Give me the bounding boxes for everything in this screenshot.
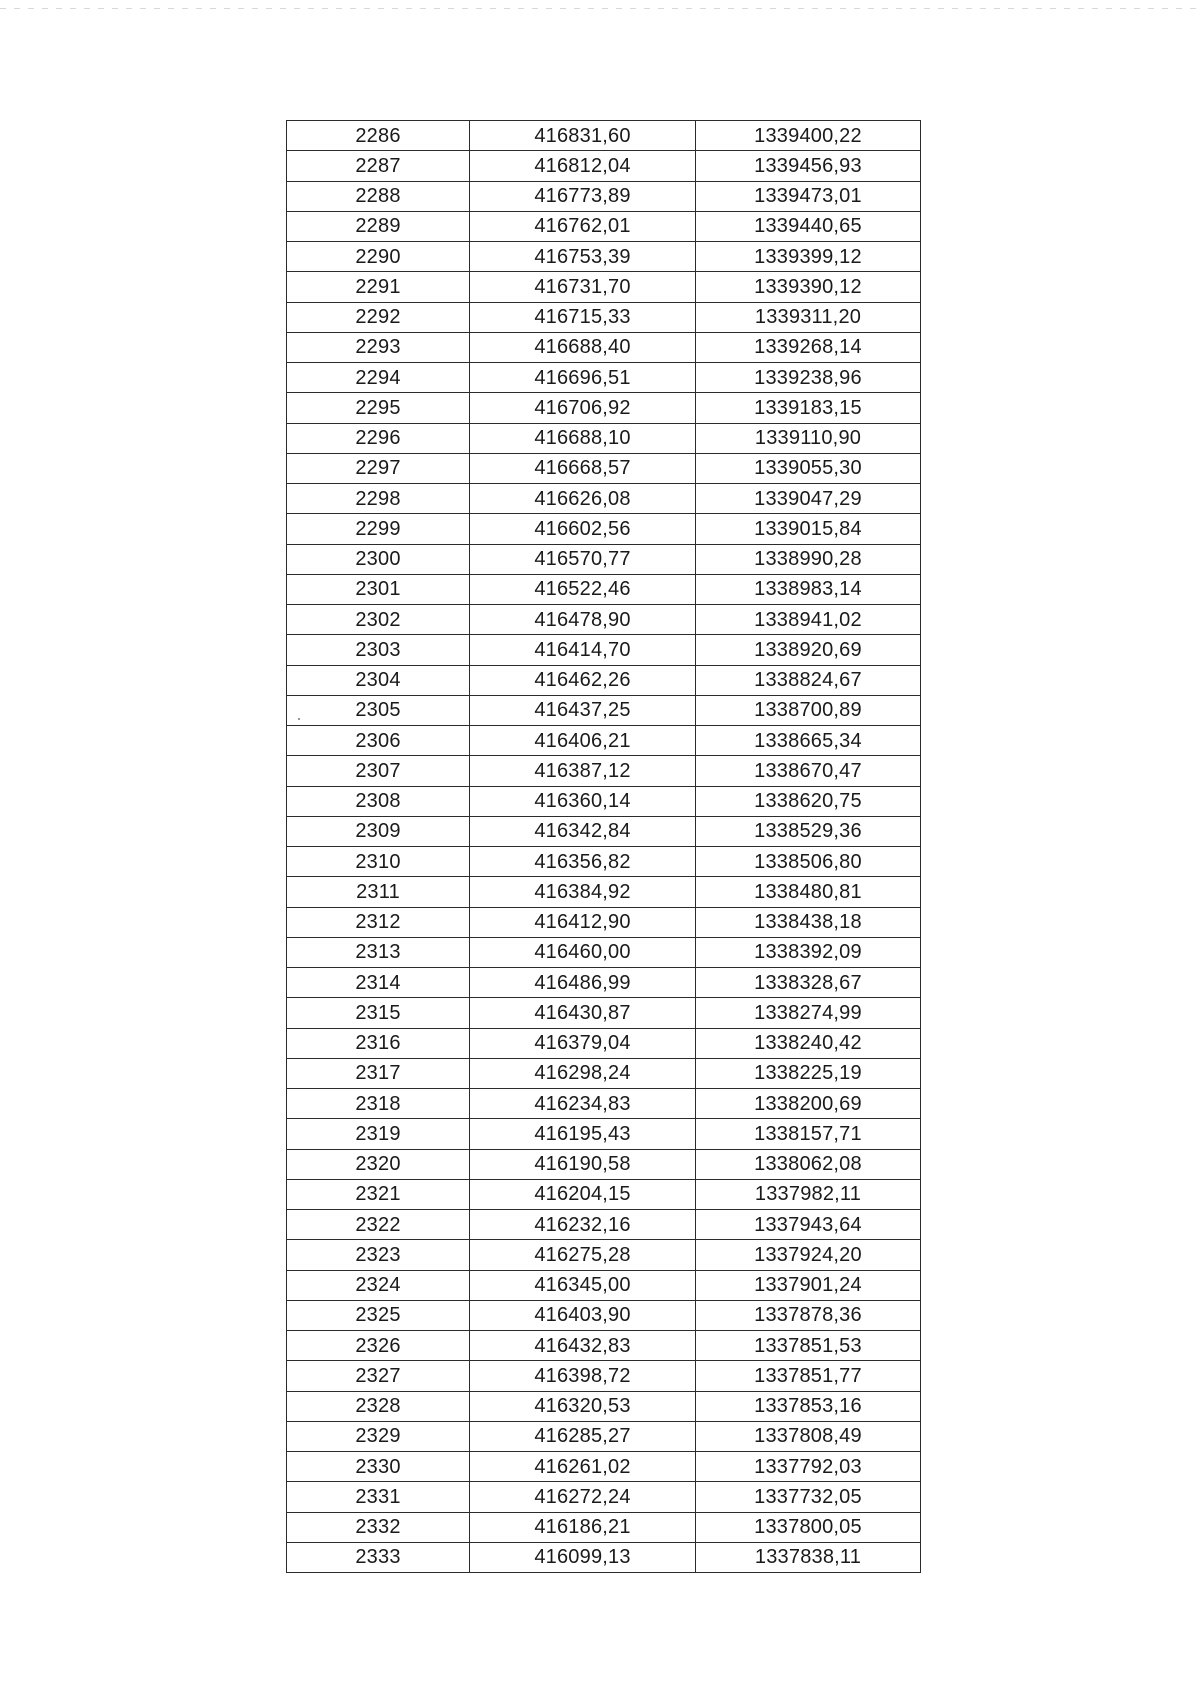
point-number-cell: 2320 <box>287 1149 470 1179</box>
y-coordinate-cell: 1338990,28 <box>696 544 921 574</box>
y-coordinate-cell: 1339015,84 <box>696 514 921 544</box>
point-number-cell: 2288 <box>287 181 470 211</box>
y-coordinate-cell: 1337732,05 <box>696 1482 921 1512</box>
y-coordinate-cell: 1338665,34 <box>696 726 921 756</box>
y-coordinate-cell: 1337851,53 <box>696 1331 921 1361</box>
point-number-cell: 2318 <box>287 1089 470 1119</box>
x-coordinate-cell: 416696,51 <box>470 363 696 393</box>
table-row <box>287 1119 921 1149</box>
y-coordinate-cell: 1338200,69 <box>696 1089 921 1119</box>
y-coordinate-cell: 1338328,67 <box>696 968 921 998</box>
table-row <box>287 847 921 877</box>
table-row <box>287 1542 921 1572</box>
point-number-cell: 2321 <box>287 1179 470 1209</box>
table-row <box>287 302 921 332</box>
x-coordinate-cell: 416406,21 <box>470 726 696 756</box>
y-coordinate-cell: 1339440,65 <box>696 211 921 241</box>
table-row <box>287 816 921 846</box>
y-coordinate-cell: 1339399,12 <box>696 242 921 272</box>
x-coordinate-cell: 416204,15 <box>470 1179 696 1209</box>
table-row <box>287 665 921 695</box>
table-body <box>287 121 921 1573</box>
x-coordinate-cell: 416345,00 <box>470 1270 696 1300</box>
x-coordinate-cell: 416688,10 <box>470 423 696 453</box>
x-coordinate-cell: 416432,83 <box>470 1331 696 1361</box>
y-coordinate-cell: 1339268,14 <box>696 332 921 362</box>
y-coordinate-cell: 1338983,14 <box>696 574 921 604</box>
table-row <box>287 121 921 151</box>
y-coordinate-cell: 1338920,69 <box>696 635 921 665</box>
table-row <box>287 1028 921 1058</box>
table-row <box>287 756 921 786</box>
y-coordinate-cell: 1337924,20 <box>696 1240 921 1270</box>
point-number-cell: 2295 <box>287 393 470 423</box>
point-number-cell: 2317 <box>287 1058 470 1088</box>
point-number-cell: 2329 <box>287 1421 470 1451</box>
x-coordinate-cell: 416285,27 <box>470 1421 696 1451</box>
x-coordinate-cell: 416398,72 <box>470 1361 696 1391</box>
point-number-cell: 2294 <box>287 363 470 393</box>
table-row <box>287 272 921 302</box>
table-row <box>287 393 921 423</box>
table-row <box>287 1331 921 1361</box>
x-coordinate-cell: 416412,90 <box>470 907 696 937</box>
y-coordinate-cell: 1337853,16 <box>696 1391 921 1421</box>
x-coordinate-cell: 416668,57 <box>470 453 696 483</box>
point-number-cell: 2316 <box>287 1028 470 1058</box>
point-number-cell: 2314 <box>287 968 470 998</box>
y-coordinate-cell: 1339473,01 <box>696 181 921 211</box>
table-row <box>287 484 921 514</box>
y-coordinate-cell: 1337878,36 <box>696 1300 921 1330</box>
point-number-cell: 2311 <box>287 877 470 907</box>
table-row <box>287 605 921 635</box>
y-coordinate-cell: 1338620,75 <box>696 786 921 816</box>
y-coordinate-cell: 1339311,20 <box>696 302 921 332</box>
table-row <box>287 332 921 362</box>
x-coordinate-cell: 416460,00 <box>470 937 696 967</box>
coordinates-table-container <box>286 120 920 1573</box>
point-number-cell: 2319 <box>287 1119 470 1149</box>
point-number-cell: 2330 <box>287 1452 470 1482</box>
table-row <box>287 211 921 241</box>
y-coordinate-cell: 1338225,19 <box>696 1058 921 1088</box>
x-coordinate-cell: 416272,24 <box>470 1482 696 1512</box>
point-number-cell: 2333 <box>287 1542 470 1572</box>
x-coordinate-cell: 416387,12 <box>470 756 696 786</box>
table-row <box>287 363 921 393</box>
x-coordinate-cell: 416234,83 <box>470 1089 696 1119</box>
x-coordinate-cell: 416320,53 <box>470 1391 696 1421</box>
table-row <box>287 877 921 907</box>
x-coordinate-cell: 416275,28 <box>470 1240 696 1270</box>
table-row <box>287 242 921 272</box>
y-coordinate-cell: 1339390,12 <box>696 272 921 302</box>
y-coordinate-cell: 1338392,09 <box>696 937 921 967</box>
table-row <box>287 1210 921 1240</box>
point-number-cell: 2287 <box>287 151 470 181</box>
table-row <box>287 1452 921 1482</box>
x-coordinate-cell: 416099,13 <box>470 1542 696 1572</box>
y-coordinate-cell: 1337851,77 <box>696 1361 921 1391</box>
point-number-cell: 2298 <box>287 484 470 514</box>
table-row <box>287 514 921 544</box>
x-coordinate-cell: 416570,77 <box>470 544 696 574</box>
point-number-cell: 2303 <box>287 635 470 665</box>
table-row <box>287 544 921 574</box>
y-coordinate-cell: 1337943,64 <box>696 1210 921 1240</box>
x-coordinate-cell: 416384,92 <box>470 877 696 907</box>
x-coordinate-cell: 416261,02 <box>470 1452 696 1482</box>
point-number-cell: 2327 <box>287 1361 470 1391</box>
x-coordinate-cell: 416762,01 <box>470 211 696 241</box>
x-coordinate-cell: 416356,82 <box>470 847 696 877</box>
x-coordinate-cell: 416190,58 <box>470 1149 696 1179</box>
table-row <box>287 181 921 211</box>
point-number-cell: 2315 <box>287 998 470 1028</box>
table-row <box>287 726 921 756</box>
y-coordinate-cell: 1338438,18 <box>696 907 921 937</box>
x-coordinate-cell: 416831,60 <box>470 121 696 151</box>
scan-edge-artifact <box>0 8 1200 9</box>
point-number-cell: 2310 <box>287 847 470 877</box>
x-coordinate-cell: 416462,26 <box>470 665 696 695</box>
point-number-cell: 2292 <box>287 302 470 332</box>
y-coordinate-cell: 1339055,30 <box>696 453 921 483</box>
y-coordinate-cell: 1337792,03 <box>696 1452 921 1482</box>
table-row <box>287 423 921 453</box>
point-number-cell: 2301 <box>287 574 470 604</box>
table-row <box>287 998 921 1028</box>
y-coordinate-cell: 1338941,02 <box>696 605 921 635</box>
point-number-cell: 2299 <box>287 514 470 544</box>
x-coordinate-cell: 416342,84 <box>470 816 696 846</box>
table-row <box>287 1089 921 1119</box>
y-coordinate-cell: 1339400,22 <box>696 121 921 151</box>
x-coordinate-cell: 416298,24 <box>470 1058 696 1088</box>
y-coordinate-cell: 1338529,36 <box>696 816 921 846</box>
table-row <box>287 1391 921 1421</box>
y-coordinate-cell: 1337982,11 <box>696 1179 921 1209</box>
table-row <box>287 635 921 665</box>
x-coordinate-cell: 416812,04 <box>470 151 696 181</box>
point-number-cell: 2305 <box>287 695 470 725</box>
y-coordinate-cell: 1338480,81 <box>696 877 921 907</box>
table-row <box>287 907 921 937</box>
y-coordinate-cell: 1337838,11 <box>696 1542 921 1572</box>
x-coordinate-cell: 416522,46 <box>470 574 696 604</box>
x-coordinate-cell: 416731,70 <box>470 272 696 302</box>
table-row <box>287 695 921 725</box>
x-coordinate-cell: 416478,90 <box>470 605 696 635</box>
point-number-cell: 2290 <box>287 242 470 272</box>
point-number-cell: 2324 <box>287 1270 470 1300</box>
table-row <box>287 1149 921 1179</box>
point-number-cell: 2325 <box>287 1300 470 1330</box>
coordinates-table <box>286 120 921 1573</box>
x-coordinate-cell: 416186,21 <box>470 1512 696 1542</box>
x-coordinate-cell: 416430,87 <box>470 998 696 1028</box>
table-row <box>287 453 921 483</box>
x-coordinate-cell: 416232,16 <box>470 1210 696 1240</box>
x-coordinate-cell: 416403,90 <box>470 1300 696 1330</box>
point-number-cell: 2323 <box>287 1240 470 1270</box>
x-coordinate-cell: 416360,14 <box>470 786 696 816</box>
table-row <box>287 1058 921 1088</box>
table-row <box>287 968 921 998</box>
point-number-cell: 2326 <box>287 1331 470 1361</box>
point-number-cell: 2308 <box>287 786 470 816</box>
table-row <box>287 574 921 604</box>
point-number-cell: 2304 <box>287 665 470 695</box>
y-coordinate-cell: 1339047,29 <box>696 484 921 514</box>
table-row <box>287 1270 921 1300</box>
y-coordinate-cell: 1338670,47 <box>696 756 921 786</box>
point-number-cell: 2302 <box>287 605 470 635</box>
point-number-cell: 2332 <box>287 1512 470 1542</box>
y-coordinate-cell: 1339456,93 <box>696 151 921 181</box>
x-coordinate-cell: 416715,33 <box>470 302 696 332</box>
y-coordinate-cell: 1339183,15 <box>696 393 921 423</box>
y-coordinate-cell: 1338274,99 <box>696 998 921 1028</box>
point-number-cell: 2293 <box>287 332 470 362</box>
table-row <box>287 1482 921 1512</box>
y-coordinate-cell: 1338824,67 <box>696 665 921 695</box>
point-number-cell: 2313 <box>287 937 470 967</box>
y-coordinate-cell: 1339110,90 <box>696 423 921 453</box>
table-row <box>287 1240 921 1270</box>
x-coordinate-cell: 416486,99 <box>470 968 696 998</box>
point-number-cell: 2312 <box>287 907 470 937</box>
point-number-cell: 2296 <box>287 423 470 453</box>
point-number-cell: 2289 <box>287 211 470 241</box>
x-coordinate-cell: 416706,92 <box>470 393 696 423</box>
y-coordinate-cell: 1338062,08 <box>696 1149 921 1179</box>
y-coordinate-cell: 1338506,80 <box>696 847 921 877</box>
x-coordinate-cell: 416195,43 <box>470 1119 696 1149</box>
x-coordinate-cell: 416602,56 <box>470 514 696 544</box>
table-row <box>287 937 921 967</box>
point-number-cell: 2328 <box>287 1391 470 1421</box>
point-number-cell: 2322 <box>287 1210 470 1240</box>
table-row <box>287 786 921 816</box>
point-number-cell: 2307 <box>287 756 470 786</box>
y-coordinate-cell: 1337800,05 <box>696 1512 921 1542</box>
table-row <box>287 1361 921 1391</box>
y-coordinate-cell: 1338157,71 <box>696 1119 921 1149</box>
table-row <box>287 1421 921 1451</box>
y-coordinate-cell: 1339238,96 <box>696 363 921 393</box>
x-coordinate-cell: 416626,08 <box>470 484 696 514</box>
table-row <box>287 1300 921 1330</box>
y-coordinate-cell: 1338240,42 <box>696 1028 921 1058</box>
x-coordinate-cell: 416773,89 <box>470 181 696 211</box>
x-coordinate-cell: 416414,70 <box>470 635 696 665</box>
point-number-cell: 2309 <box>287 816 470 846</box>
x-coordinate-cell: 416437,25 <box>470 695 696 725</box>
y-coordinate-cell: 1338700,89 <box>696 695 921 725</box>
y-coordinate-cell: 1337808,49 <box>696 1421 921 1451</box>
point-number-cell: 2300 <box>287 544 470 574</box>
table-row <box>287 151 921 181</box>
table-row <box>287 1179 921 1209</box>
y-coordinate-cell: 1337901,24 <box>696 1270 921 1300</box>
point-number-cell: 2291 <box>287 272 470 302</box>
point-number-cell: 2286 <box>287 121 470 151</box>
point-number-cell: 2331 <box>287 1482 470 1512</box>
x-coordinate-cell: 416379,04 <box>470 1028 696 1058</box>
table-row <box>287 1512 921 1542</box>
point-number-cell: 2306 <box>287 726 470 756</box>
point-number-cell: 2297 <box>287 453 470 483</box>
x-coordinate-cell: 416688,40 <box>470 332 696 362</box>
x-coordinate-cell: 416753,39 <box>470 242 696 272</box>
